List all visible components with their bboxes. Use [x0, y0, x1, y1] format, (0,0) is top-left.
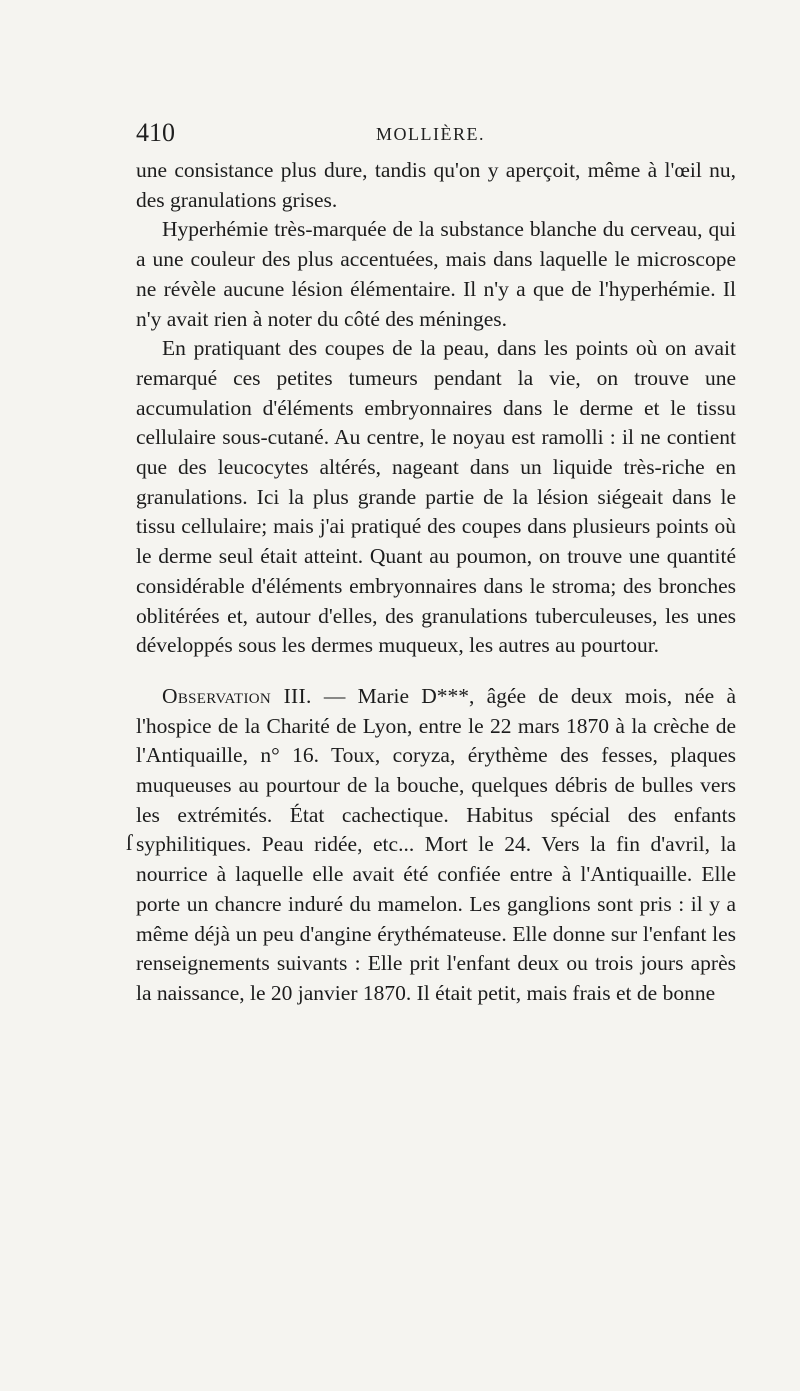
paragraph-1: une consistance plus dure, tandis qu'on y aperçoit, même à l'œil nu, des granulations grises.: [136, 158, 736, 212]
page-body: [136, 156, 736, 1009]
paragraph-3: En pratiquant des coupes de la peau, dans les points où on avait remarqué ces petites tumeurs pendant la vie, on trouve une accumulation d'éléments embryonnaires dans le derme et le tissu cellulaire sous-cutané. Au centre, le noyau est ramolli : il ne contient que des leucocytes altérés, nageant dans un liquide très-riche en granulations. Ici la plus grande partie de la lésion siégeait dans le tissu cellulaire; mais j'ai pratiqué des coupes dans plusieurs points où le derme seul était atteint. Quant au poumon, on trouve une quantité considérable d'éléments embryonnaires dans le stroma; des bronches oblitérées et, autour d'elles, des granulations tuberculeuses, les unes développés sous les dermes muqueux, les autres au pourtour.: [136, 336, 736, 658]
page-header: [136, 118, 736, 148]
paragraph-2: Hyperhémie très-marquée de la substance blanche du cerveau, qui a une couleur des plus accentuées, mais dans laquelle le microscope ne révèle aucune lésion élémentaire. Il n'y a que de l'hyperhémie. Il n'y avait rien à noter du côté des méninges.: [136, 217, 736, 331]
page-number: 410: [136, 118, 175, 147]
observation-text: — Marie D***, âgée de deux mois, née à l'hospice de la Charité de Lyon, entre le 22 mars 1870 à la crèche de l'Antiquaille, n° 16. Toux, coryza, érythème des fesses, plaques muqueuses au pourtour de la bouche, quelques débris de bulles vers les extrémités. État cachectique. Habitus spécial des enfants syphilitiques. Peau ridée, etc... Mort le 24. Vers la fin d'avril, la nourrice à laquelle elle avait été confiée entre à l'Antiquaille. Elle porte un chancre induré du mamelon. Les ganglions sont pris : il y a même déjà un peu d'angine érythémateuse. Elle donne sur l'enfant les renseignements suivants : Elle prit l'enfant deux ou trois jours après la naissance, le 20 janvier 1870. Il était petit, mais frais et de bonne: [136, 683, 736, 1005]
observation-paragraph: [136, 682, 736, 1009]
section-gap: [136, 661, 736, 682]
observation-label: Observation III.: [162, 683, 312, 708]
running-head: MOLLIÈRE.: [376, 124, 485, 144]
margin-annotation: ſ: [126, 830, 133, 855]
